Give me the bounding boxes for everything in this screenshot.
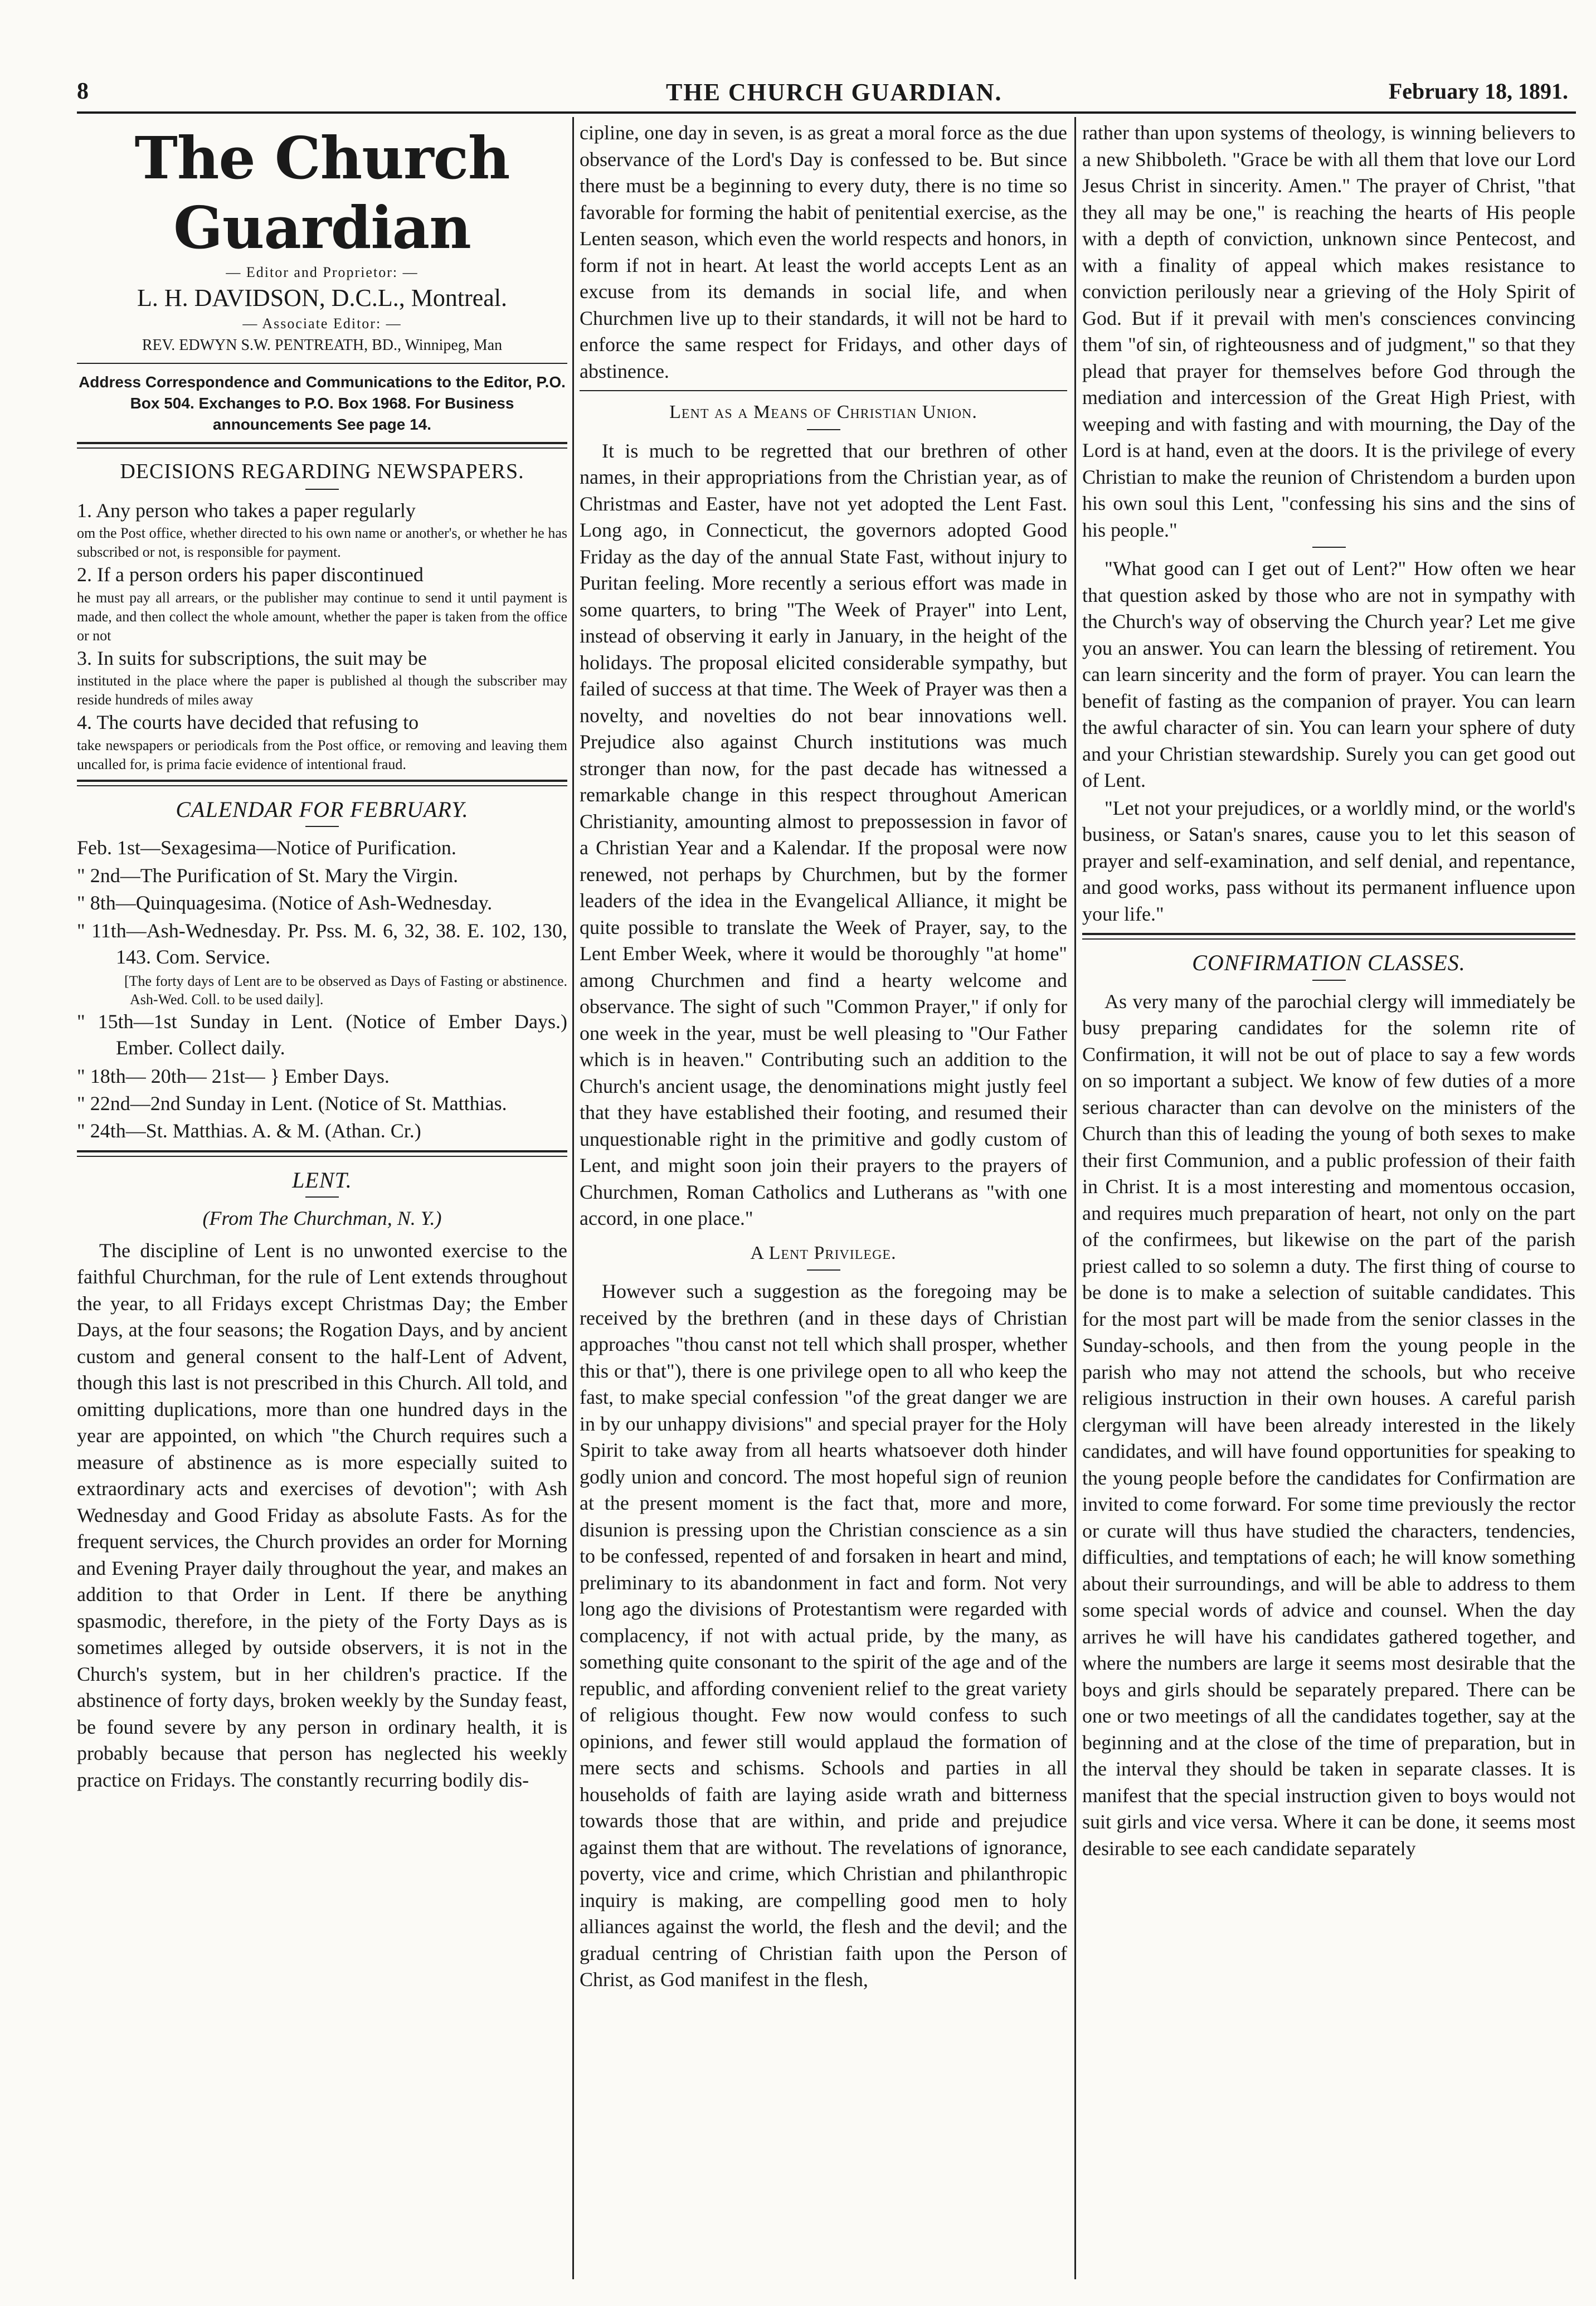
divider [807, 429, 840, 430]
editor-name: L. H. DAVIDSON, D.C.L., Montreal. [137, 284, 508, 312]
column-3 [1082, 120, 1575, 2288]
calendar-line: " 18th— 20th— 21st— } Ember Days. [77, 1064, 390, 1087]
masthead-title: The Church Guardian [134, 124, 510, 262]
decisions-title: DECISIONS REGARDING NEWSPAPERS. [120, 460, 524, 483]
decision-lead: 2. If a person orders his paper discontinued [77, 563, 424, 586]
decision-item [77, 562, 567, 645]
divider [1312, 547, 1346, 548]
divider [580, 390, 1067, 391]
calendar-line: " 11th—Ash-Wednesday. Pr. Pss. M. 6, 32, 38. E. 102, 130, 143. Com. Service. [77, 919, 567, 968]
divider [77, 442, 567, 449]
divider [1312, 980, 1346, 981]
decision-text: om the Post office, whether directed to his own name or another's, or whether he has subscribed or not, is responsible for payment. [77, 525, 567, 560]
union-subheading: Lent as a Means of Christian Union. [669, 402, 977, 422]
decision-text: take newspapers or periodicals from the Post office, or removing and leaving them uncalled for, is prima facie evidence of intentional fraud. [77, 737, 567, 772]
issue-date: February 18, 1891. [1388, 79, 1568, 104]
decision-text: he must pay all arrears, or the publisher may continue to send it until payment is made, and then collect the whole amount, whether the paper is taken from the office or not [77, 589, 567, 644]
divider [1082, 933, 1575, 940]
column-divider [1074, 117, 1076, 2279]
decision-lead: 4. The courts have decided that refusing to [77, 711, 419, 733]
decision-item [77, 709, 567, 774]
decision-item [77, 498, 567, 562]
column-divider [572, 117, 574, 2279]
calendar-line: Feb. 1st—Sexagesima—Notice of Purification. [77, 836, 456, 859]
calendar-line: " 8th—Quinquagesima. (Notice of Ash-Wednesday. [77, 892, 493, 914]
lent-paragraph: rather than upon systems of theology, is winning believers to a new Shibboleth. "Grace be with all them that love our Lord Jesus Christ in sincerity. Amen." The prayer of Christ, "that they all may be one," is reaching the hearts of His people with a depth of conviction, unknown since Pentecost, and with a finality of appeal which makes resistance to conviction perilously near a grieving of the Holy Spirit of God. But if it prevail with men's consciences convincing them "of sin, of righteousness and of judgment," so that they plead that prayer for themselves before God through the mediation and intercession of the Great High Priest, with weeping and with fasting and with mourning, the Day of the Lord is at hand, even at the doors. It is the privilege of every Christian to make the reunion of Christendom a burden upon his own soul this Lent, "confessing his sins and the sins of his people." [1082, 121, 1575, 541]
divider [77, 363, 567, 364]
column-1 [77, 120, 567, 2288]
lent-source: (From The Churchman, N. Y.) [202, 1207, 442, 1229]
privilege-paragraph: However such a suggestion as the foregoing may be received by the brethren (and in these days of Christian approaches "thou canst not tell which shall prosper, whether this or that"), there is one privilege open to all who keep the fast, to make special confession "of the great danger we are in by our unhappy divisions" and special prayer for the Holy Spirit to take away from all hearts whatsoever doth hinder godly union and concord. The most hopeful sign of reunion at the present moment is the fact that, more and more, disunion is pressing upon the Christian conscience as a sin to be confessed, repented of and forsaken in heart and mind, preliminary to its abandonment in fact and form. Not very long ago the divisions of Protestantism were regarded with complacency, if not with actual pride, by the many, as something quite consonant to the spirit of the age and of the republic, and affording convenient relief to the great variety of religious thought. Few now would confess to such opinions, and fewer still would applaud the formation of mere sects and schisms. Schools and parties in all households of faith are laying aside wrath and bitterness towards those that are within, and pride and prejudice against them that are without. The revelations of ignorance, poverty, vice and crime, which Christian and philanthropic inquiry is making, are compelling good men to holy alliances against the world, the flesh and the devil; and the gradual centring of Christian faith upon the Person of Christ, as God manifest in the flesh, [580, 1280, 1067, 1991]
calendar-line: " 22nd—2nd Sunday in Lent. (Notice of St. Matthias. [77, 1092, 507, 1115]
decision-item [77, 645, 567, 710]
editor-label: — Editor and Proprietor: — [226, 264, 419, 280]
column-2 [580, 120, 1067, 2288]
lent-title: LENT. [292, 1167, 352, 1193]
lent-paragraph: "Let not your prejudices, or a worldly mind, or the world's business, or Satan's snares, cause you to let this season of prayer and self-examination, and self denial, and repentance, and good works, pass without its permanent influence upon your life." [1082, 796, 1575, 925]
lent-paragraph: The discipline of Lent is no unwonted exercise to the faithful Churchman, for the rule of Lent extends throughout the year, to all Fridays except Christmas Day; the Ember Days, at the four seasons; the Rogation Days, and by ancient custom and general consent to the half-Lent of Advent, though this last is not prescribed in this Church. All told, and omitting duplications, more than one hundred days in the year are appointed, on which "the Church requires such a measure of abstinence as is more especially suited to extraordinary acts and exercises of devotion"; with Ash Wednesday and Good Friday as absolute Fasts. As for the frequent services, the Church provides an order for Morning and Evening Prayer daily throughout the year, and makes an addition to that Order in Lent. If there be anything spasmodic, therefore, in the piety of the Forty Days as is sometimes alleged by outside observers, it is not in the Church's system, but in her children's practice. If the abstinence of forty days, broken weekly by the Sunday feast, be found severe by any person in ordinary health, it is probably because that person has neglected his weekly practice on Fridays. The constantly recurring bodily dis- [77, 1239, 567, 1791]
divider [807, 1269, 840, 1271]
associate-label: — Associate Editor: — [242, 315, 402, 332]
divider [77, 780, 567, 786]
running-title: THE CHURCH GUARDIAN. [666, 79, 1003, 106]
associate-name: REV. EDWYN S.W. PENTREATH, BD., Winnipeg, Man [142, 337, 503, 354]
union-paragraph: It is much to be regretted that our brethren of other names, in their appropriations from the Christian year, as of Christmas and Easter, have not yet adopted the Lent Fast. Long ago, in Connecticut, the governors adopted Good Friday as the day of the annual State Fast, without injury to Puritan feeling. More recently a serious effort was made in some quarters, to bring "The Week of Prayer" into Lent, instead of observing it early in January, in the height of the holidays. The proposal elicited considerable sympathy, but failed of success at that time. The Week of Prayer was then a novelty, and novelties do not bear innovations well. Prejudice also against Church institutions was much stronger than now, for the past decade has witnessed a remarkable change in this respect throughout American Christianity, amounting almost to prepossession in favor of a Christian Year and a Kalendar. If the proposal were now renewed, not perhaps by Churchmen, but by the former leaders of the idea in the Evangelical Alliance, it might be quite possible to translate the Week of Prayer, say, to the Lent Ember Week, where it would be thoroughly "at home" among Churchmen and find a hearty welcome and observance. The sight of such "Common Prayer," if only for one week in the year, must be well pleasing to "Our Father which is in heaven." Contributing such an addition to the Church's ancient usage, the denominations might justly feel that they have established their footing, and resumed their unquestionable right in the primitive and godly custom of Lent, and might soon join their prayers to the prayers of Churchmen, Roman Catholics and Lutherans as "with one accord, in one place." [580, 439, 1067, 1229]
address-notice: Address Correspondence and Communications to the Editor, P.O. Box 504. Exchanges to P.O. Box 1968. For Business announcements See page 14. [79, 373, 566, 433]
calendar-line: " 15th—1st Sunday in Lent. (Notice of Ember Days.) Ember. Collect daily. [77, 1010, 567, 1059]
confirmation-title: CONFIRMATION CLASSES. [1192, 950, 1466, 975]
calendar-title: CALENDAR FOR FEBRUARY. [176, 796, 469, 822]
confirmation-paragraph: As very many of the parochial clergy will immediately be busy preparing candidates for the solemn rite of Confirmation, it will not be out of place to say a few words on so important a subject. We know of few duties of a more serious character than can devolve on the ministers of the Church than this of leading the young of both sexes to make their first Communion, and a public profession of their faith in Christ. It is a most interesting and momentous occasion, and requires much preparation of heart, not only on the part of the confirmees, but likewise on the part of the parish priest called to so solemn a duty. The first thing of course to be done is to make a selection of suitable candidates. This for the most part will be made from the senior classes in the Sunday-schools, and then from the young people in the parish who may not attend the schools, but who receive religious instruction in their own houses. A careful parish clergyman will have been already interested in the likely candidates, and will have found opportunities for speaking to the young people before the candidates for Confirmation are invited to come forward. For some time previously the rector or curate will thus have studied the characters, tendencies, difficulties, and temptations of each; he will know something about their surroundings, and will be able to address to them some special words of advice and counsel. When the day arrives he will have his candidates gathered together, and where the numbers are large it seems most desirable that the boys and girls should be separately prepared. There can be one or two meetings of all the candidates together, say at the beginning and at the close of the time of preparation, but in the interval they should be taken in separate classes. It is manifest that the special instruction given to boys would not suit girls and vice versa. Where it can be done, it seems most desirable to see each candidate separately [1082, 990, 1575, 1860]
divider [305, 489, 339, 490]
calendar-line: " 24th—St. Matthias. A. & M. (Athan. Cr.) [77, 1120, 421, 1142]
calendar-note: [The forty days of Lent are to be observed as Days of Fasting or abstinence. Ash-Wed. Coll. to be used daily]. [124, 972, 567, 1008]
decision-text: instituted in the place where the paper is published al though the subscriber may reside hundreds of miles away [77, 673, 567, 708]
divider [305, 826, 339, 827]
decision-lead: 1. Any person who takes a paper regularly [77, 499, 416, 522]
lent-paragraph: "What good can I get out of Lent?" How often we hear that question asked by those who are not in sympathy with the Church's way of observing the Church year? Let me give you an answer. You can learn the blessing of retirement. You can learn sincerity and the form of prayer. You can learn the benefit of fasting as the companion of prayer. You can learn the awful character of sin. You can learn your sphere of duty and your Christian stewardship. Surely you can get good out of Lent. [1082, 557, 1575, 791]
decision-lead: 3. In suits for subscriptions, the suit may be [77, 646, 427, 669]
calendar-line: " 2nd—The Purification of St. Mary the Virgin. [77, 864, 459, 887]
divider [77, 1150, 567, 1157]
lent-paragraph: cipline, one day in seven, is as great a moral force as the due observance of the Lord's Day is confessed to be. But since there must be a beginning to every duty, there is no time so favorable for forming the habit of penitential exercise, as the Lenten season, which even the world respects and honors, in form if not in heart. At least the world accepts Lent as an excuse from its demands in social life, and when Churchmen live up to their standards, it will not be hard to enforce the same respect for Fridays, and other days of abstinence. [580, 121, 1067, 382]
page-number: 8 [77, 79, 89, 104]
header-rule [77, 111, 1576, 114]
divider [305, 1196, 339, 1198]
privilege-subheading: A Lent Privilege. [750, 1242, 897, 1263]
